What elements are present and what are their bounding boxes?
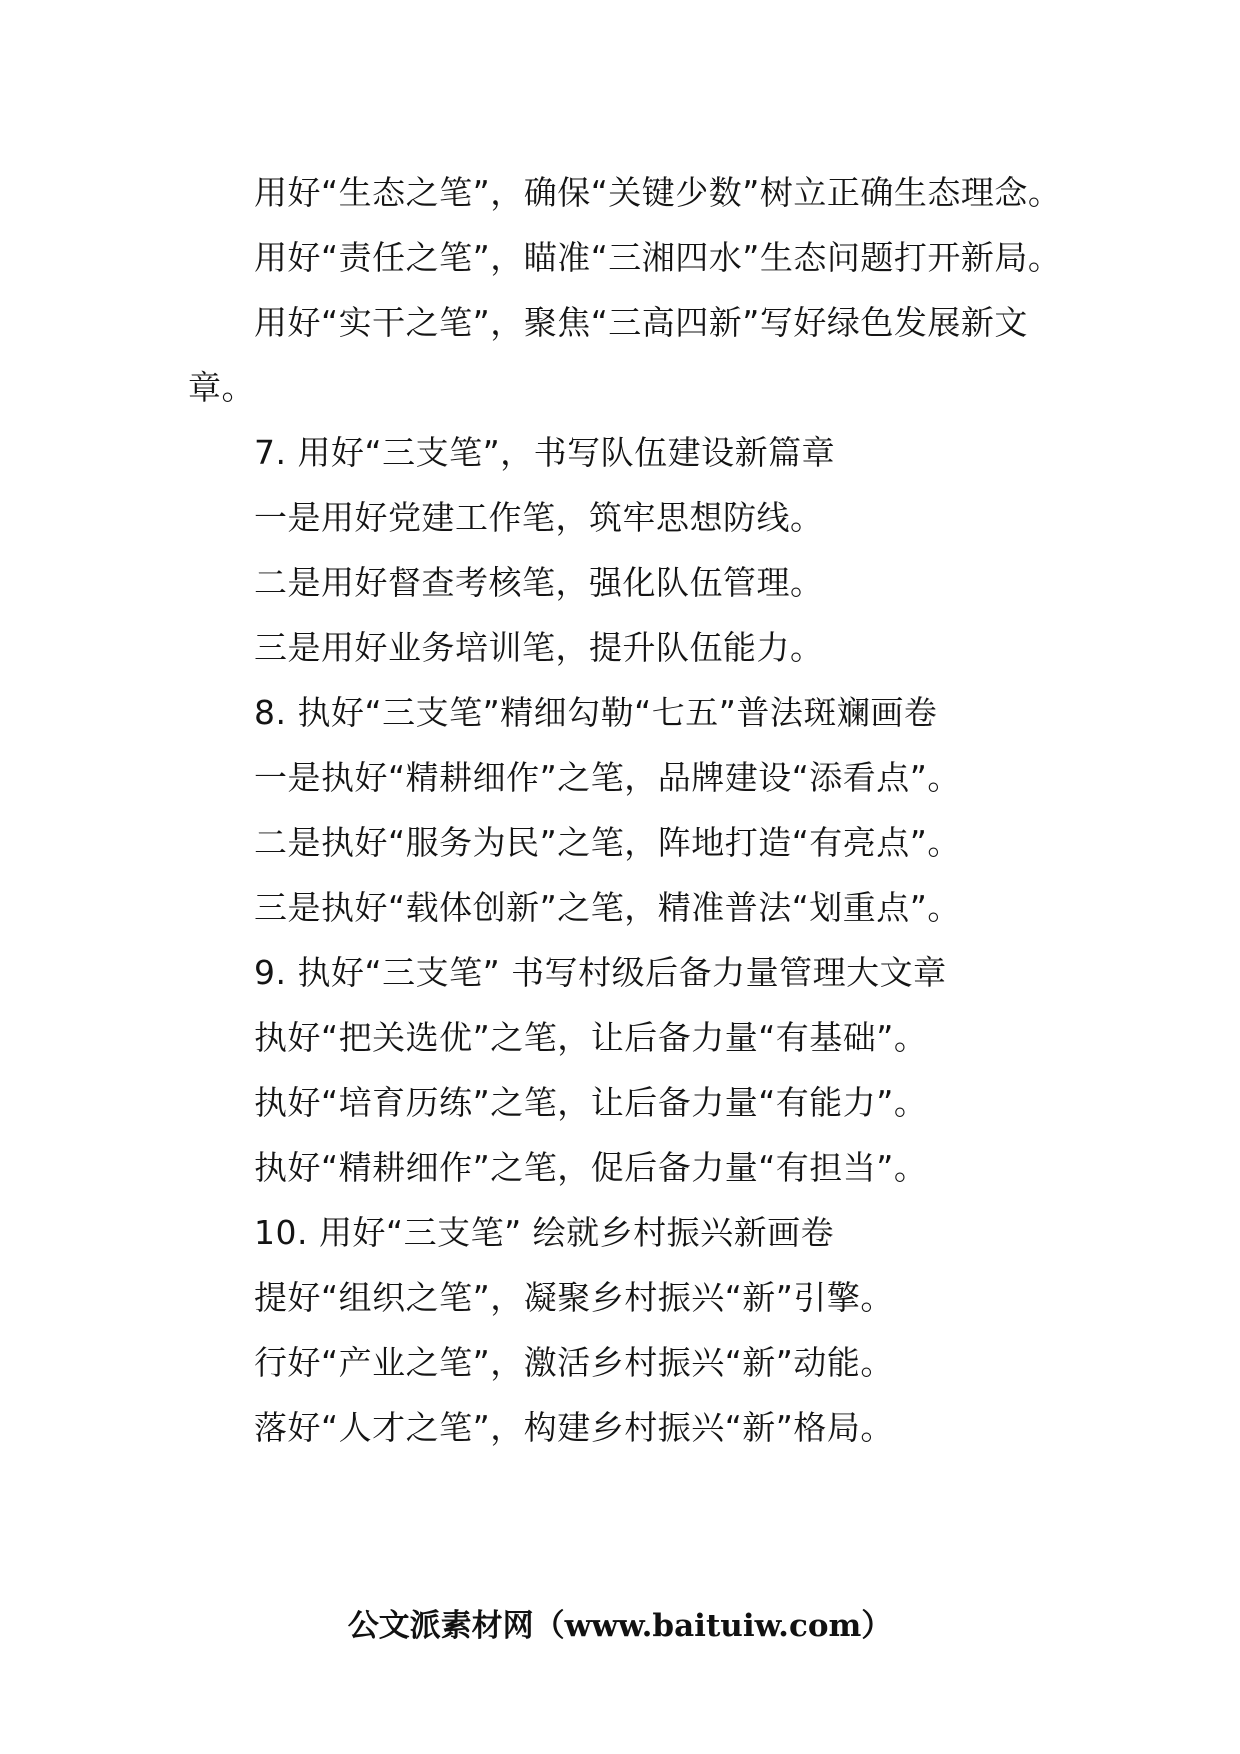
list-item: 一是用好党建工作笔，筑牢思想防线。 bbox=[254, 498, 824, 537]
list-item: 一是执好“精耕细作”之笔，品牌建设“添看点”。 bbox=[254, 758, 961, 797]
list-item: 执好“把关选优”之笔，让后备力量“有基础”。 bbox=[254, 1018, 928, 1057]
section-heading: 8. 执好“三支笔”精细勾勒“七五”普法斑斓画卷 bbox=[254, 693, 938, 732]
paragraph: 用好“责任之笔”，瞄准“三湘四水”生态问题打开新局。 bbox=[254, 238, 1062, 277]
list-item: 三是用好业务培训笔，提升队伍能力。 bbox=[254, 628, 824, 667]
paragraph: 用好“生态之笔”，确保“关键少数”树立正确生态理念。 bbox=[254, 173, 1062, 212]
list-item: 三是执好“载体创新”之笔，精准普法“划重点”。 bbox=[254, 888, 961, 927]
list-item: 提好“组织之笔”，凝聚乡村振兴“新”引擎。 bbox=[254, 1278, 894, 1317]
list-item: 二是执好“服务为民”之笔，阵地打造“有亮点”。 bbox=[254, 823, 961, 862]
footer-watermark: 公文派素材网（www.baituiw.com） bbox=[347, 1608, 893, 1644]
list-item: 行好“产业之笔”，激活乡村振兴“新”动能。 bbox=[254, 1343, 894, 1382]
section-heading: 10. 用好“三支笔” 绘就乡村振兴新画卷 bbox=[254, 1213, 835, 1252]
list-item: 执好“培育历练”之笔，让后备力量“有能力”。 bbox=[254, 1083, 928, 1122]
list-item: 落好“人才之笔”，构建乡村振兴“新”格局。 bbox=[254, 1408, 894, 1447]
list-item: 二是用好督查考核笔，强化队伍管理。 bbox=[254, 563, 824, 602]
list-item: 执好“精耕细作”之笔，促后备力量“有担当”。 bbox=[254, 1148, 928, 1187]
section-heading: 7. 用好“三支笔”，书写队伍建设新篇章 bbox=[254, 433, 836, 472]
document-body bbox=[188, 160, 1068, 1460]
section-heading: 9. 执好“三支笔” 书写村级后备力量管理大文章 bbox=[254, 953, 947, 992]
paragraph: 用好“实干之笔”，聚焦“三高四新”写好绿色发展新文章。 bbox=[188, 303, 1028, 407]
